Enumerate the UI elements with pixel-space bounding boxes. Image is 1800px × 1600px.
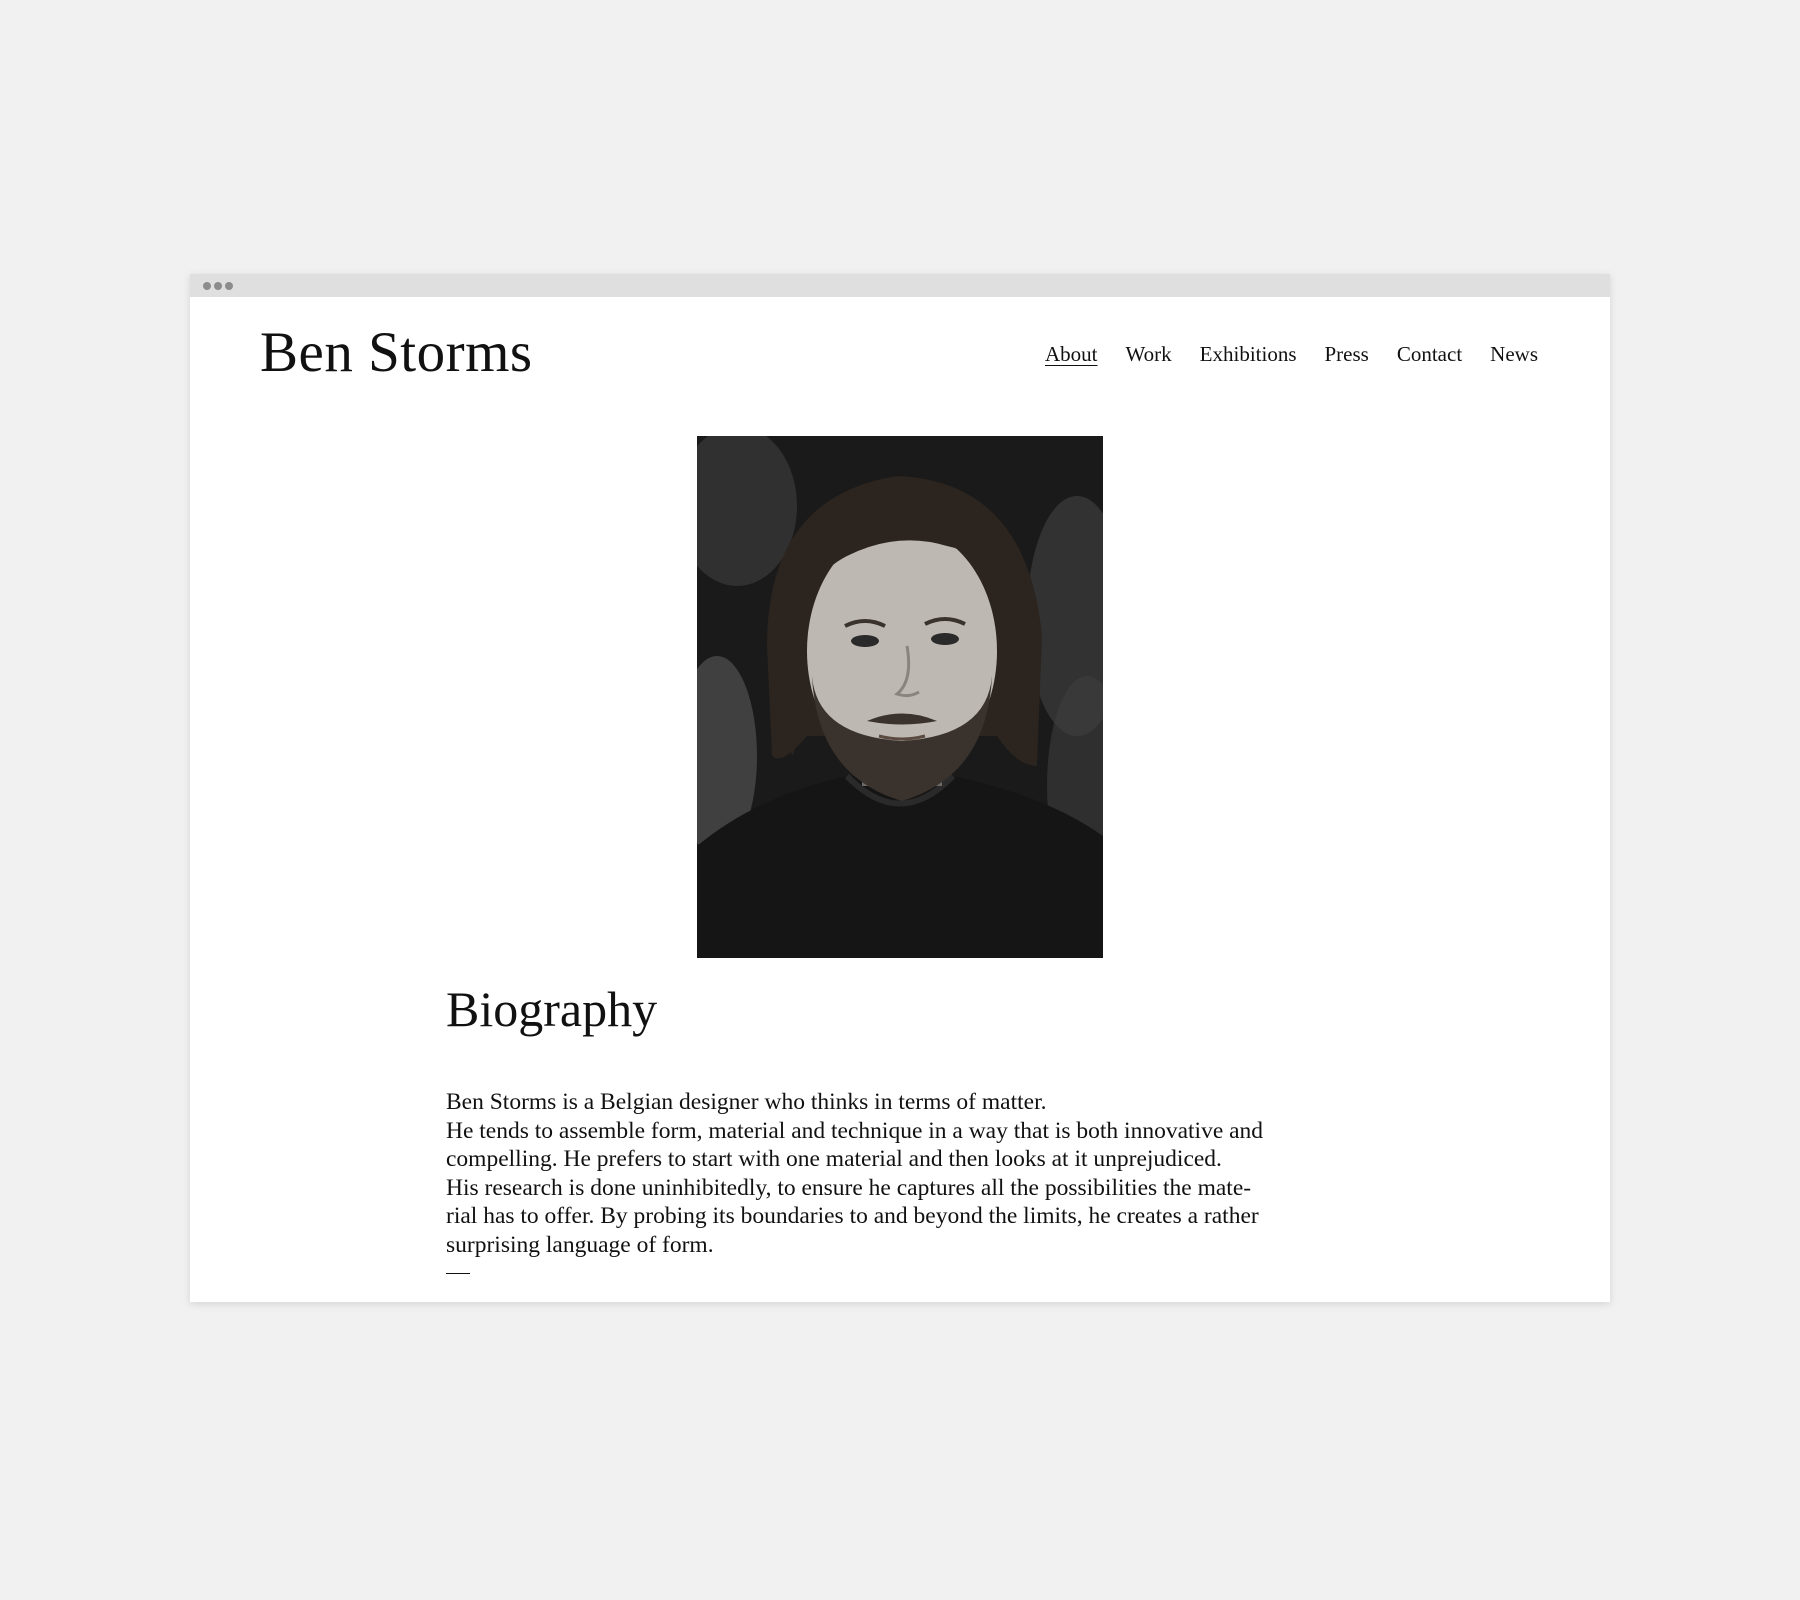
biography-line: He tends to assemble form, material and technique in a way that is both innovative and [446, 1117, 1264, 1144]
main-nav [1045, 342, 1538, 367]
nav-item-exhibitions[interactable]: Exhibitions [1199, 342, 1297, 366]
site-title[interactable]: Ben Storms [260, 321, 533, 384]
window-dot-icon[interactable] [203, 282, 211, 290]
biography-text [446, 1088, 1346, 1259]
nav-item-news[interactable]: News [1490, 342, 1538, 366]
nav-item-work[interactable]: Work [1125, 342, 1172, 366]
biography-line: His research is done uninhibitedly, to ensure he captures all the possibilities the mate- [446, 1174, 1252, 1201]
biography-line: compelling. He prefers to start with one material and then looks at it unprejudiced. [446, 1146, 1222, 1172]
browser-chrome-bar [190, 274, 1610, 297]
biography-heading: Biography [446, 981, 658, 1037]
window-dot-icon[interactable] [225, 282, 233, 290]
nav-item-contact[interactable]: Contact [1396, 342, 1463, 366]
biography-line: rial has to offer. By probing its boundaries to and beyond the limits, he creates a rather [446, 1203, 1259, 1229]
section-dash-divider [446, 1273, 470, 1274]
nav-item-about[interactable]: About [1045, 342, 1098, 366]
biography-line: surprising language of form. [446, 1231, 714, 1258]
nav-item-press[interactable]: Press [1324, 342, 1369, 366]
window-dot-icon[interactable] [214, 282, 222, 290]
portrait-illustration [697, 436, 1103, 958]
portrait-photo [697, 436, 1103, 958]
biography-line: Ben Storms is a Belgian designer who thinks in terms of matter. [446, 1089, 1047, 1115]
browser-window [190, 274, 1610, 1302]
